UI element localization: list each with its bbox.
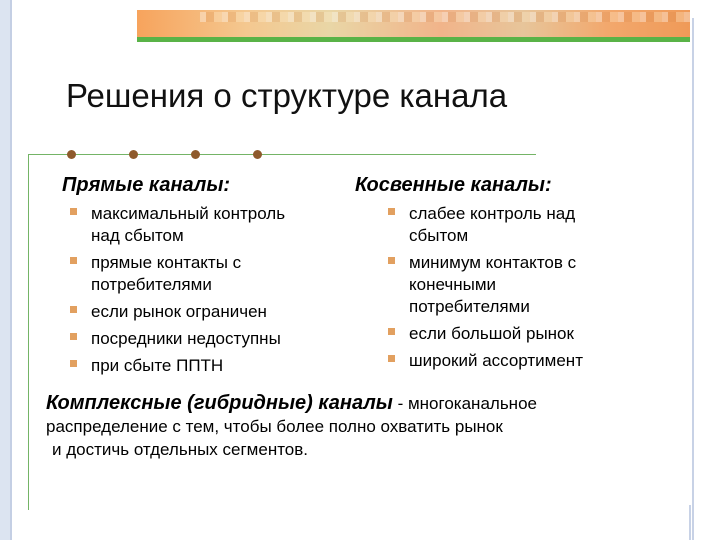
hybrid-channels-text-line1: - многоканальное [392, 394, 537, 413]
bullet-icon [70, 257, 77, 264]
list-item-text: прямые контакты с потребителями [91, 253, 242, 294]
bullet-icon [70, 208, 77, 215]
divider-dot [129, 150, 138, 159]
list-item-text: при сбыте ППТН [91, 356, 224, 375]
list-item-text: слабее контроль над сбытом [409, 204, 576, 245]
header-banner-edge [132, 10, 137, 42]
bullet-icon [388, 208, 395, 215]
bullet-icon [70, 360, 77, 367]
content-left-rule [28, 154, 29, 510]
list-item [68, 355, 318, 377]
hybrid-channels-text-line2: распределение с тем, чтобы более полно охватить рынок [46, 417, 503, 436]
list-item [386, 323, 616, 345]
bullet-icon [388, 328, 395, 335]
divider-dot [67, 150, 76, 159]
left-border-decoration [0, 0, 10, 540]
bullet-icon [388, 355, 395, 362]
list-item-text: максимальный контроль над сбытом [91, 204, 286, 245]
bullet-icon [70, 333, 77, 340]
right-border-decoration-lower [689, 505, 691, 540]
header-banner-texture [200, 12, 690, 22]
hybrid-channels-paragraph [46, 392, 636, 461]
title-divider [28, 154, 536, 155]
list-item-text: если рынок ограничен [91, 302, 267, 321]
hybrid-channels-heading: Комплексные (гибридные) каналы [46, 392, 393, 414]
right-border-decoration [692, 18, 694, 540]
list-item [68, 301, 318, 323]
divider-dot [191, 150, 200, 159]
indirect-channels-list [386, 203, 616, 377]
indirect-channels-heading: Косвенные каналы: [355, 174, 552, 196]
hybrid-channels-text-line3: и достичь отдельных сегментов. [52, 440, 309, 459]
list-item [386, 252, 616, 318]
slide-title: Решения о структуре канала [66, 77, 508, 114]
header-banner-green-stripe [136, 37, 690, 42]
list-item-text: если большой рынок [409, 324, 574, 343]
list-item-text: посредники недоступны [91, 329, 281, 348]
direct-channels-heading: Прямые каналы: [62, 174, 231, 196]
list-item [68, 203, 318, 247]
divider-dot [253, 150, 262, 159]
list-item [68, 328, 318, 350]
bullet-icon [388, 257, 395, 264]
list-item-text: минимум контактов с конечными потребителями [409, 253, 577, 316]
list-item [68, 252, 318, 296]
list-item [386, 350, 616, 372]
list-item [386, 203, 616, 247]
list-item-text: широкий ассортимент [409, 351, 583, 370]
direct-channels-list [68, 203, 318, 382]
bullet-icon [70, 306, 77, 313]
